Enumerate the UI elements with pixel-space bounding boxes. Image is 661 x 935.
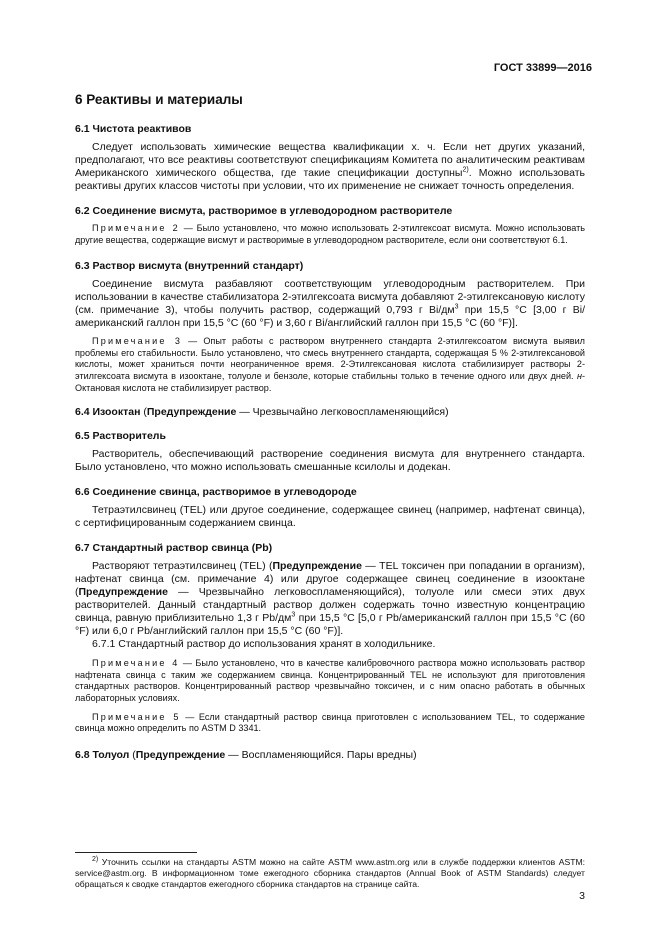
note-3-text-b: -Октановая кислота не стабилизирует раствор. [75,370,585,393]
warning-label: Предупреждение [135,748,226,761]
note-5 [75,712,585,735]
note-3-text-a: — Опыт работы с раствором внутреннего стандарта 2-этилгексоатом висмута выявил проблемы его стабильности. Было установлено, что смесь внутреннего стандарта, содержащая 5 % 2-этилгексановой кислоты, может храниться почти неограниченное время. 2-Этилгексановая кислота стабилизирует растворы 2-этилгексоата висмута в изооктане, толуоле и бензоле, которые стабильны только в течение одного или двух дней. [75,336,585,381]
content-body [75,92,585,767]
clause-6-5-text: Растворитель, обеспечивающий растворение соединения висмута для внутреннего стандарта. Было установлено, что можно использовать смешанные ксилолы и додекан. [75,448,585,474]
clause-6-1-text [75,141,585,193]
note-2-text: — Было установлено, что можно использовать 2-этилгексоат висмута. Можно использовать другие вещества, содержащие висмут и растворимые в углеводородном растворителе, если они соответствуют 6.1. [75,223,585,245]
footnote [75,857,585,890]
clause-6-8-rest: — Воспламеняющийся. Пары вредны) [225,748,417,761]
clause-6-7-t2: — TEL токсичен при попадании в организм), нафтенат свинца (см. примечание 4) или другое содержащее свинец соединение в изооктане ( [75,560,586,599]
superscript: 3 [291,611,296,619]
warning-label: Предупреждение [272,560,362,573]
clause-6-6-title: 6.6 Соединение свинца, растворимое в углеводороде [75,486,357,499]
note-5-text: — Если стандартный раствор свинца приготовлен с использованием TEL, то содержание свинца можно определить по ASTM D 3341. [75,711,585,734]
footnote-ref: 2) [462,166,469,174]
clause-6-4-title: 6.4 Изооктан [75,406,141,419]
note-4 [75,658,585,704]
clause-6-3-text-a: Соединение висмута разбавляют соответствующим углеводородным растворителем. При использовании в качестве стабилизатора 2-этилгексоата висмута добавляют 2-этилгексановую кислоту (см. примечание 3), чтобы получить раствор, содержащий 0,793 г Bi/дм [75,278,585,317]
footnote-divider [75,852,197,853]
note-5-label: Примечание 5 [92,711,181,722]
clause-6-7-title: 6.7 Стандартный раствор свинца (Pb) [75,542,273,555]
clause-6-7-t4: при 15,5 °С [5,0 г Pb/американский галлон при 15,5 °С (60 °F) или 6,0 г Pb/английский галлон при 15,5 °С (60 °F)]. [75,612,585,638]
clause-6-3-title: 6.3 Раствор висмута (внутренний стандарт) [75,260,304,273]
clause-6-3-text-b: при 15,5 °С [3,00 г Bi/американский галлон при 15,5 °С (60 °F) и 3,60 г Bi/английский галлон при 15,5 °С (60 °F)]. [75,304,585,330]
clause-6-1-title: 6.1 Чистота реактивов [75,123,192,135]
note-2 [75,223,585,246]
note-3 [75,336,585,394]
standard-header: ГОСТ 33899—2016 [493,62,592,74]
paren-open: ( [140,406,147,419]
clause-6-7-t3: — Чрезвычайно легковоспламеняющийся), толуоле или смеси этих двух растворителей. Данный стандартный раствор должен содержать точно известную концентрацию свинца, равную приблизительно 1,3 г Pb/дм [75,586,585,625]
superscript: 3 [454,303,459,311]
page-number: 3 [579,890,585,902]
note-4-label: Примечание 4 [92,658,180,669]
clause-6-1-text-b: . Можно использовать реактивы других классов чистоты при условии, что их применение не снижает точность определения. [75,167,585,192]
note-2-label: Примечание 2 [92,223,180,233]
warning-label: Предупреждение [146,406,237,419]
paren-open: ( [129,748,136,761]
footnote-text: Уточнить ссылки на стандарты ASTM можно на сайте ASTM www.astm.org или в службе поддержки клиентов ASTM: service@astm.org. В информационном томе ежегодного сборника стандартов (Annual Book of ASTM Standards) следует обращаться к сводке стандартов ежегодного сборника стандартов на странице сайта. [75,857,585,889]
clause-6-7-text [75,560,585,638]
note-3-italic: н [576,370,582,381]
section-title: 6 Реактивы и материалы [75,92,243,107]
warning-label: Предупреждение [78,586,168,599]
clause-6-4 [75,406,585,418]
clause-6-3-text [75,278,585,330]
note-4-text: — Было установлено, что в качестве калибровочного раствора можно использовать раствор нафтената свинца с таким же содержанием свинца. Концентрированный TEL не используют для приготовления стандартных растворов. Концентрированный раствор чрезвычайно токсичен, и с ним опасно работать в обычных лабораторных условиях. [75,658,585,703]
note-3-label: Примечание 3 [92,336,183,347]
clause-6-2-title: 6.2 Соединение висмута, растворимое в углеводородном растворителе [75,205,453,217]
clause-6-7-1: 6.7.1 Стандартный раствор до использования хранят в холодильнике. [92,638,436,651]
clause-6-8-title: 6.8 Толуол [75,748,130,761]
clause-6-8 [75,749,585,761]
footnote-mark: 2) [92,856,99,864]
clause-6-1-text-a: Следует использовать химические вещества квалификации х. ч. Если нет других указаний, предполагают, что все реактивы соответствуют спецификациям Комитета по аналитическим реактивам Американского химического общества, где такие спецификации доступны [75,141,585,179]
clause-6-7-t1: Растворяют тетраэтилсвинец (TEL) ( [92,560,273,573]
clause-6-6-text: Тетраэтилсвинец (TEL) или другое соединение, содержащее свинец (например, нафтенат свинца), с сертифицированным содержанием свинца. [75,504,585,530]
clause-6-5-title: 6.5 Растворитель [75,430,166,443]
clause-6-4-rest: — Чрезвычайно легковоспламеняющийся) [236,406,449,419]
